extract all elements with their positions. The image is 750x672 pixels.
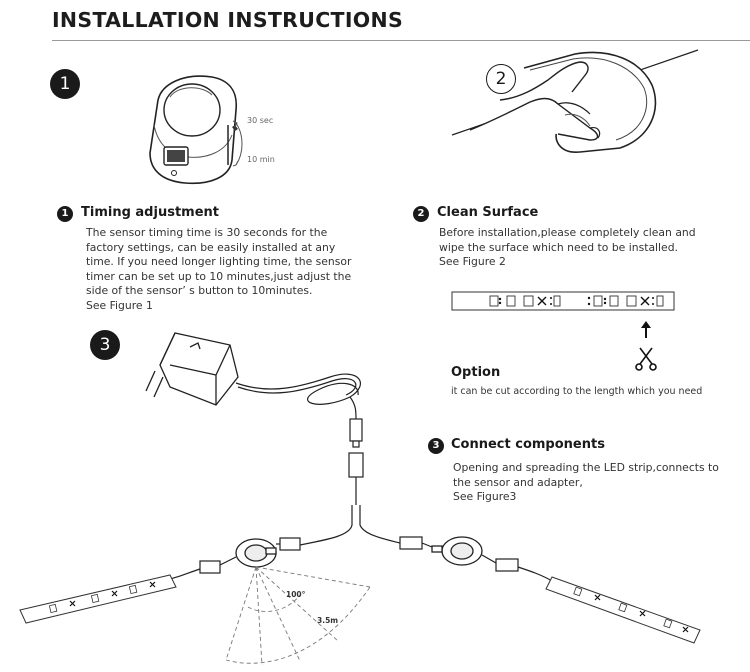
power-adapter <box>146 333 238 405</box>
right-motion-sensor <box>432 537 482 565</box>
section-1-text-line: See Figure 1 <box>86 298 153 312</box>
figure-2-badge: 2 <box>486 64 516 94</box>
section-1-number: 1 <box>57 206 73 222</box>
figure-1-label-10min: 10 min <box>247 155 275 164</box>
left-motion-sensor <box>236 539 276 567</box>
figure-1-badge: 1 <box>50 69 80 99</box>
option-text: it can be cut according to the length which you need <box>451 386 703 397</box>
figure-3-angle-label: 100° <box>286 590 306 599</box>
figure-1-label-30sec: 30 sec <box>247 116 274 125</box>
left-led-strip <box>20 575 176 623</box>
section-1-text-line: factory settings, can be easily installed at any <box>86 240 336 254</box>
section-1-text-line: side of the sensor’ s button to 10minutes. <box>86 284 313 297</box>
section-1-text-line: The sensor timing time is 30 seconds for the <box>86 226 328 239</box>
figure-1-sensor-illustration <box>140 65 250 200</box>
section-1-text-line: time. If you need longer lighting time, the sensor <box>86 255 352 268</box>
section-2-text-line: See Figure 2 <box>439 255 506 268</box>
figure-3-badge: 3 <box>90 330 120 360</box>
section-3-text-line: the sensor and adapter, <box>453 475 583 489</box>
section-3-number: 3 <box>428 438 444 454</box>
section-2-text-line: Before installation,please completely clean and <box>439 226 696 239</box>
section-2-heading: Clean Surface <box>437 205 539 220</box>
section-3-heading: Connect components <box>451 437 605 452</box>
option-heading: Option <box>451 365 501 380</box>
page-title: INSTALLATION INSTRUCTIONS <box>52 8 404 32</box>
section-1-heading: Timing adjustment <box>81 205 219 220</box>
section-2-text-line: wipe the surface which need to be installed. <box>439 240 678 254</box>
figure-3-range-label: 3.5m <box>317 616 339 625</box>
figure-3-connection-diagram <box>0 325 750 672</box>
section-3-text-line: Opening and spreading the LED strip,connects to <box>453 461 719 474</box>
section-3-text-line: See Figure3 <box>453 490 517 503</box>
section-1-text-line: timer can be set up to 10 minutes,just adjust the <box>86 269 352 283</box>
right-led-strip <box>546 577 700 643</box>
section-2-number: 2 <box>413 206 429 222</box>
figure-2-hand-wiping-illustration <box>440 40 710 165</box>
